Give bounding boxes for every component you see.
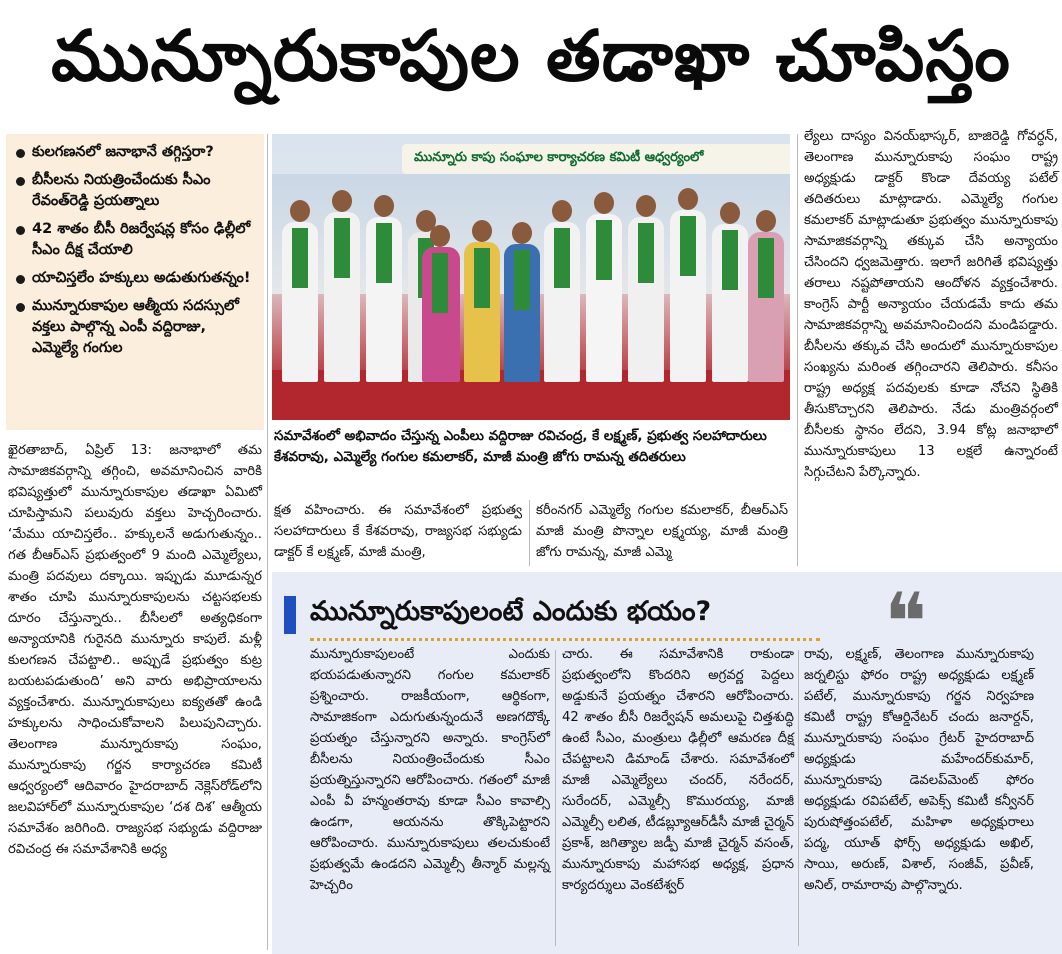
article-column-mid-2 <box>536 500 788 566</box>
quote-icon: ❝ <box>884 576 928 669</box>
article-text: కరీంనగర్‌ ఎమ్మెల్యే గంగుల కమలాకర్‌, బీఆర్‌ఎస్‌ మాజీ మంత్రి పొన్నాల లక్ష్మయ్య, మాజీ మంత్రి జోగు రామన్న, మాజీ ఎమ్మె <box>536 503 788 560</box>
sidebar-heading <box>272 592 711 638</box>
photo-person <box>282 222 318 382</box>
article-text: మున్నూరుకాపులంటే ఎందుకు భయపడుతున్నారని గంగుల కమలాకర్‌ ప్రశ్నించారు. రాజకీయంగా, ఆర్థికంగా, సామాజికంగా ఎదుగుతున్నందునే అణగదొక్కే ప్రయత్నం చేస్తున్నారని అన్నారు. కాంగ్రెస్‌లో బీసీలను నియంత్రించేందుకు సీఎం ప్రయత్నిస్తున్నారని ఆరోపించారు. గతంలో మాజీ ఎంపీ వీ హన్మంతరావు కూడా సీఎం కావాల్సి ఉండగా, ఆయనను తొక్కిపెట్టారని ఆరోపించారు. మున్నూరుకాపులు తలచుకుంటే ప్రభుత్వమే ఉండదని ఎమ్మెల్సీ తీన్మార్‌ మల్లన్న హెచ్చరిం <box>310 647 550 893</box>
sidebar-column-2 <box>562 644 794 950</box>
photo-person <box>366 217 402 382</box>
sidebar-title: మున్నూరుకాపులంటే ఎందుకు భయం? <box>310 596 712 627</box>
article-text: ఖైరతాబాద్‌, ఏప్రిల్‌ 13: జనాభాలో తమ సామాజికవర్గాన్ని తగ్గించి, అవమానించిన వారికి భవిష్యత్తులో మున్నూరుకాపుల తడాఖా ఏమిటో చూపిస్తామని పలువురు వక్తలు హెచ్చరించారు. ‘మేము యాచిస్తలేం.. హక్కులనే అడుగుతున్నం.. గత బీఆర్‌ఎస్‌ ప్రభుత్వంలో 9 మంది ఎమ్మెల్యేలు, మంత్రి పదవులు దక్కాయి. ఇప్పుడు మూడున్నర శాతం చూపి మున్నూరుకాపులను చట్టసభలకు దూరం చేస్తున్నారు.. బీసీలలో అత్యధికంగా అన్యాయానికి గురైనది మున్నూరు కాపులే. మళ్లీ కులగణన చేపట్టాలి.. అప్పుడే ప్రభుత్వం కుట్ర బయటపడుతుంది’ అని వారు అభిప్రాయాలను వ్యక్తంచేశారు. మున్నూరుకాపులు ఐక్యతతో ఉండి హక్కులను సాధించుకోవాలని పిలుపునిచ్చారు. తెలంగాణ మున్నూరుకాపు సంఘం, మున్నూరుకాపు గర్జన కార్యాచరణ కమిటీ ఆధ్వర్యంలో ఆదివారం హైదరాబాద్‌ నెక్లెస్‌రోడ్‌లోని జలవిహార్‌లో మున్నూరుకాపుల ‘దశ దిశ’ ఆత్మీయ సమావేశం జరిగింది. రాజ్యసభ సభ్యుడు వద్దిరాజు రవిచంద్ర ఈ సమావేశానికి అధ్య <box>8 443 262 857</box>
highlight-item: బీసీలను నియత్రించేందుకు సీఎం రేవంత్‌రెడ్డి ప్రయత్నాలు <box>14 170 256 212</box>
highlight-item: మున్నూరుకాపుల ఆత్మీయ సదస్సులో వక్తలు పాల్గొన్న ఎంపీ వద్దిరాజు, ఎమ్మెల్యే గంగుల <box>14 296 256 359</box>
article-text: రావు, లక్ష్మణ్‌, తెలంగాణ మున్నూరుకాపు జర్నలిస్టు ఫోరం రాష్ట్ర అధ్యక్షుడు లక్ష్మణ్‌ పటేల్‌, మున్నూరుకాపు గర్జన నిర్వహణ కమిటీ రాష్ట్ర కోఆర్డినేటర్‌ చందు జనార్దన్‌, మున్నూరుకాపు సంఘం గ్రేటర్‌ హైదరాబాద్‌ అధ్యక్షుడు మహేందర్‌కుమార్‌, మున్నూరుకాపు డెవలప్‌మెంట్‌ ఫోరం అధ్యక్షుడు రవిపటేల్‌, అపెక్స్‌ కమిటీ కన్వీనర్‌ పురుషోత్తంపటేల్‌, మహిళా అధ్యక్షురాలు పద్మ, యూత్‌ ఫోర్స్‌ అధ్యక్షుడు అఖిల్‌, సాయి, అరుణ్‌, విశాల్‌, సంజీవ్‌, ప్రవీణ్‌, అనిల్‌, రామారావు పాల్గొన్నారు. <box>804 647 1034 893</box>
article-column-mid-1 <box>274 500 522 566</box>
highlight-item: 42 శాతం బీసీ రిజర్వేషన్ల కోసం ఢిల్లీలో సీఎం దీక్ష చేయాలి <box>14 219 256 261</box>
column-divider <box>797 134 798 566</box>
article-text: క్షత వహించారు. ఈ సమావేశంలో ప్రభుత్వ సలహాదారులు కే కేశవరావు, రాజ్యసభ సభ్యుడు డాక్టర్‌ కే లక్ష్మణ్‌, మాజీ మంత్రి, <box>274 503 522 560</box>
highlight-item: యాచిస్తలేం హక్కులు అడుతుగుతన్నం! <box>14 268 256 289</box>
article-column-right <box>804 126 1058 558</box>
photo-person <box>324 212 360 382</box>
highlights-box <box>6 134 264 430</box>
photo-person <box>544 222 580 382</box>
photo-person <box>628 217 664 382</box>
photo-caption: సమావేశంలో అభివాదం చేస్తున్న ఎంపీలు వద్దిరాజు రవిచంద్ర, కే లక్ష్మణ్‌, ప్రభుత్వ సలహాదారులు కేశవరావు, ఎమ్మెల్యే గంగుల కమలాకర్‌, మాజీ మంత్రి జోగు రామన్న తదితరులు <box>274 428 767 465</box>
column-divider <box>267 134 268 950</box>
article-text: చారు. ఈ సమావేశానికి రాకుండా ప్రభుత్వంలోని కొందరిని అగ్రవర్ణ పెద్దలు అడ్డుకునే ప్రయత్నం చేశారని ఆరోపించారు. 42 శాతం బీసీ రిజర్వేషన్‌ అమలుపై చిత్తశుద్ధి ఉంటే సీఎం, మంత్రులు ఢిల్లీలో ఆమరణ దీక్ష చేపట్టాలని డిమాండ్‌ చేశారు. సమావేశంలో మాజీ ఎమ్మెల్యేలు చందర్‌, నరేందర్‌, సురేందర్‌, ఎమ్మెల్సీ కొమురయ్య, మాజీ ఎమ్మెల్సీ లలిత, టీడబ్ల్యూఆర్‌డీసీ మాజీ చైర్మన్‌ ప్రకాశ్‌, జగిత్యాల జడ్పీ మాజీ చైర్మన్‌ వసంత్‌, మున్నూరుకాపు మహాసభ అధ్యక్ష, ప్రధాన కార్యదర్శులు వెంకటేశ్వర్‌ <box>562 647 794 893</box>
column-divider <box>529 500 530 566</box>
heading-underline <box>310 638 820 641</box>
photo-banner-text: మున్నూరు కాపు సంఘాల కార్యాచరణ కమిటీ ఆధ్వర్యంలో <box>402 144 790 174</box>
news-photo <box>272 134 790 420</box>
photo-person <box>464 242 500 382</box>
article-text: ల్యేలు దాస్యం వినయ్‌భాస్కర్‌, బాజిరెడ్డి గోవర్ధన్‌, తెలంగాణ మున్నూరుకాపు సంఘం రాష్ట్ర అధ్యక్షుడు డాక్టర్‌ కొండా దేవయ్య పటేల్‌ తదితరులు మాట్లాడారు. ఎమ్మెల్యే గంగుల కమలాకర్‌ మాట్లాడుతూ ప్రభుత్వం మున్నూరుకాపు సామాజికవర్గాన్ని తక్కువ చేసి అన్యాయం చేసిందని ధ్వజమెత్తారు. ఇలాగే జరిగితే భవిష్యత్తు తరాలు నష్టపోతాయని ఆందోళన వ్యక్తంచేశారు. కాంగ్రెస్‌ పార్టీ అన్యాయం చేయడమే కాదు తమ సామాజికవర్గాన్ని అవమానించిందని మండిపడ్డారు. బీసీలను తక్కువ చేసి అందులో మున్నూరుకాపుల సంఖ్యను మరింత తగ్గించారని తెలిపారు. కనీసం రాష్ట్ర అధ్యక్ష పదవులకు కూడా నోచని స్థితికి తీసుకొచ్చారని తెలిపారు. నేడు మంత్రివర్గంలో బీసీలకు స్థానం లేదని, 3.94 కోట్ల జనాభాలో మున్నూరుకాపులు 13 లక్షలే ఉన్నారంటే సిగ్గుచేటని పేర్కొన్నారు. <box>804 129 1058 480</box>
article-column-left <box>8 440 262 950</box>
heading-marker <box>284 596 296 634</box>
photo-person <box>504 244 540 382</box>
sidebar-column-1 <box>310 644 550 950</box>
photo-person <box>670 210 706 382</box>
photo-person <box>748 232 784 382</box>
photo-person <box>422 247 460 382</box>
photo-person <box>712 224 748 382</box>
photo-person <box>586 214 622 382</box>
sidebar-column-3 <box>804 644 1034 950</box>
column-divider <box>798 650 799 946</box>
headline: మున్నూరుకాపుల తడాఖా చూపిస్తం <box>51 14 1011 97</box>
highlight-item: కులగణనలో జనాభానే తగ్గిస్తరా? <box>14 142 256 163</box>
column-divider <box>555 650 556 946</box>
